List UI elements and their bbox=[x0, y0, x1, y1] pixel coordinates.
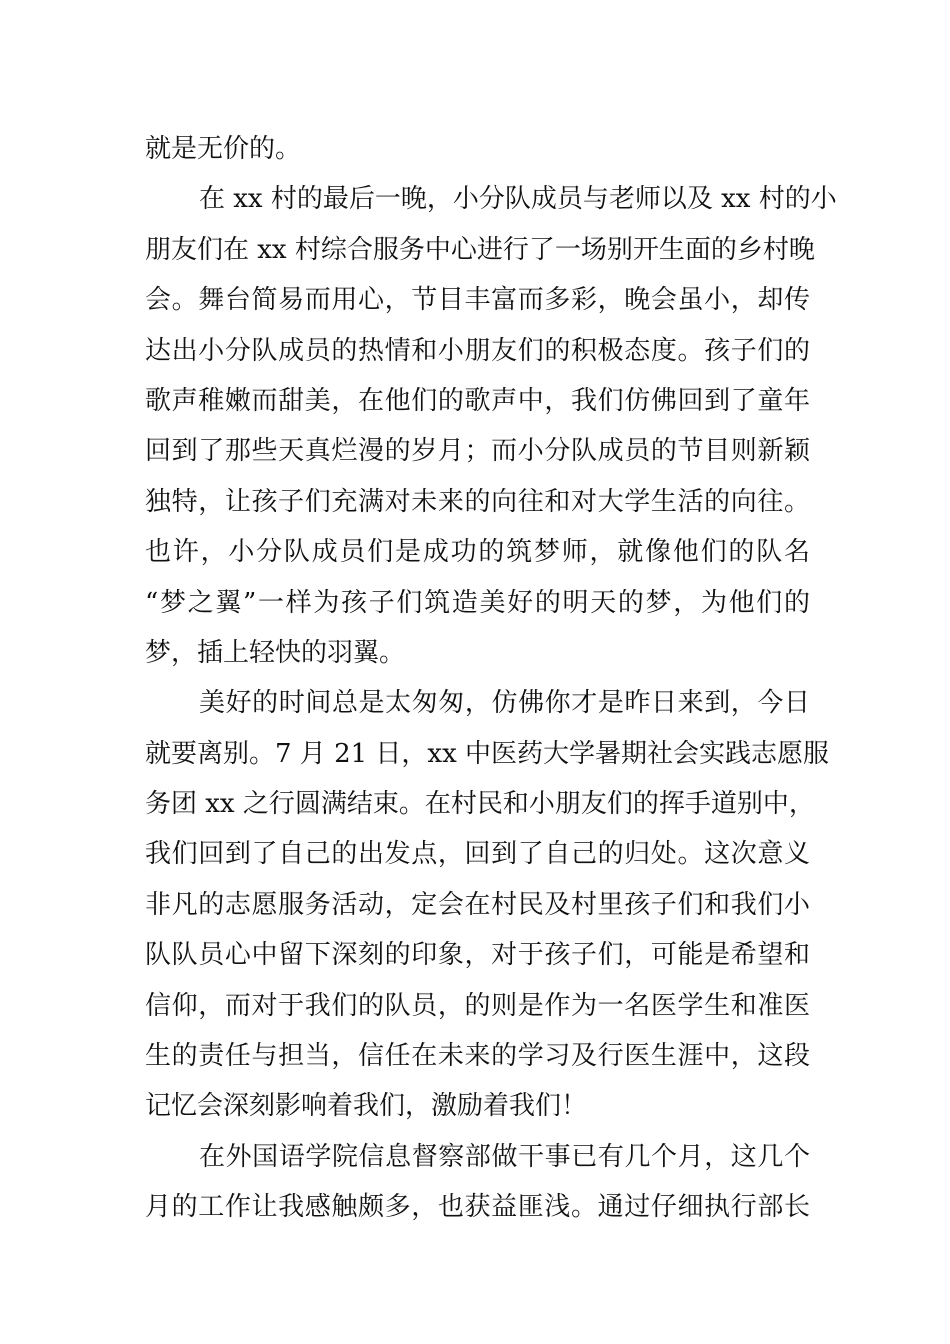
text-line: “梦之翼”一样为孩子们筑造美好的明天的梦，为他们的 bbox=[145, 587, 810, 618]
text-line: 也许，小分队成员们是成功的筑梦师，就像他们的队名 bbox=[145, 537, 810, 568]
text-line: 朋友们在 xx 村综合服务中心进行了一场别开生面的乡村晚 bbox=[145, 234, 815, 265]
text-line: 就是无价的。 bbox=[145, 134, 302, 164]
text-line: 队队员心中留下深刻的印象，对于孩子们，可能是希望和 bbox=[145, 940, 810, 971]
text-line: 美好的时间总是太匆匆，仿佛你才是昨日来到，今日 bbox=[199, 688, 810, 719]
text-line: 梦，插上轻快的羽翼。 bbox=[145, 637, 406, 668]
text-line: 务团 xx 之行圆满结束。在村民和小朋友们的挥手道别中， bbox=[145, 789, 815, 820]
text-line: 在外国语学院信息督察部做干事已有几个月，这几个 bbox=[199, 1141, 810, 1172]
text-line: 记忆会深刻影响着我们，激励着我们！ bbox=[145, 1091, 588, 1122]
document-body bbox=[145, 124, 837, 1233]
text-line: 在 xx 村的最后一晚，小分队成员与老师以及 xx 村的小 bbox=[199, 184, 837, 215]
text-line: 就要离别。7 月 21 日，xx 中医药大学暑期社会实践志愿服 bbox=[145, 738, 830, 769]
text-line: 非凡的志愿服务活动，定会在村民及村里孩子们和我们小 bbox=[145, 889, 810, 920]
text-line: 达出小分队成员的热情和小朋友们的积极态度。孩子们的 bbox=[145, 335, 810, 366]
text-line: 月的工作让我感触颇多，也获益匪浅。通过仔细执行部长 bbox=[145, 1192, 810, 1223]
text-line: 会。舞台简易而用心，节目丰富而多彩，晚会虽小，却传 bbox=[145, 285, 810, 316]
text-line: 生的责任与担当，信任在未来的学习及行医生涯中，这段 bbox=[145, 1041, 810, 1072]
text-line: 歌声稚嫩而甜美，在他们的歌声中，我们仿佛回到了童年 bbox=[145, 385, 810, 416]
text-line: 独特，让孩子们充满对未来的向往和对大学生活的向往。 bbox=[145, 486, 810, 517]
text-line: 回到了那些天真烂漫的岁月；而小分队成员的节目则新颖 bbox=[145, 436, 810, 467]
text-line: 我们回到了自己的出发点，回到了自己的归处。这次意义 bbox=[145, 839, 810, 870]
text-line: 信仰，而对于我们的队员，的则是作为一名医学生和准医 bbox=[145, 990, 810, 1021]
